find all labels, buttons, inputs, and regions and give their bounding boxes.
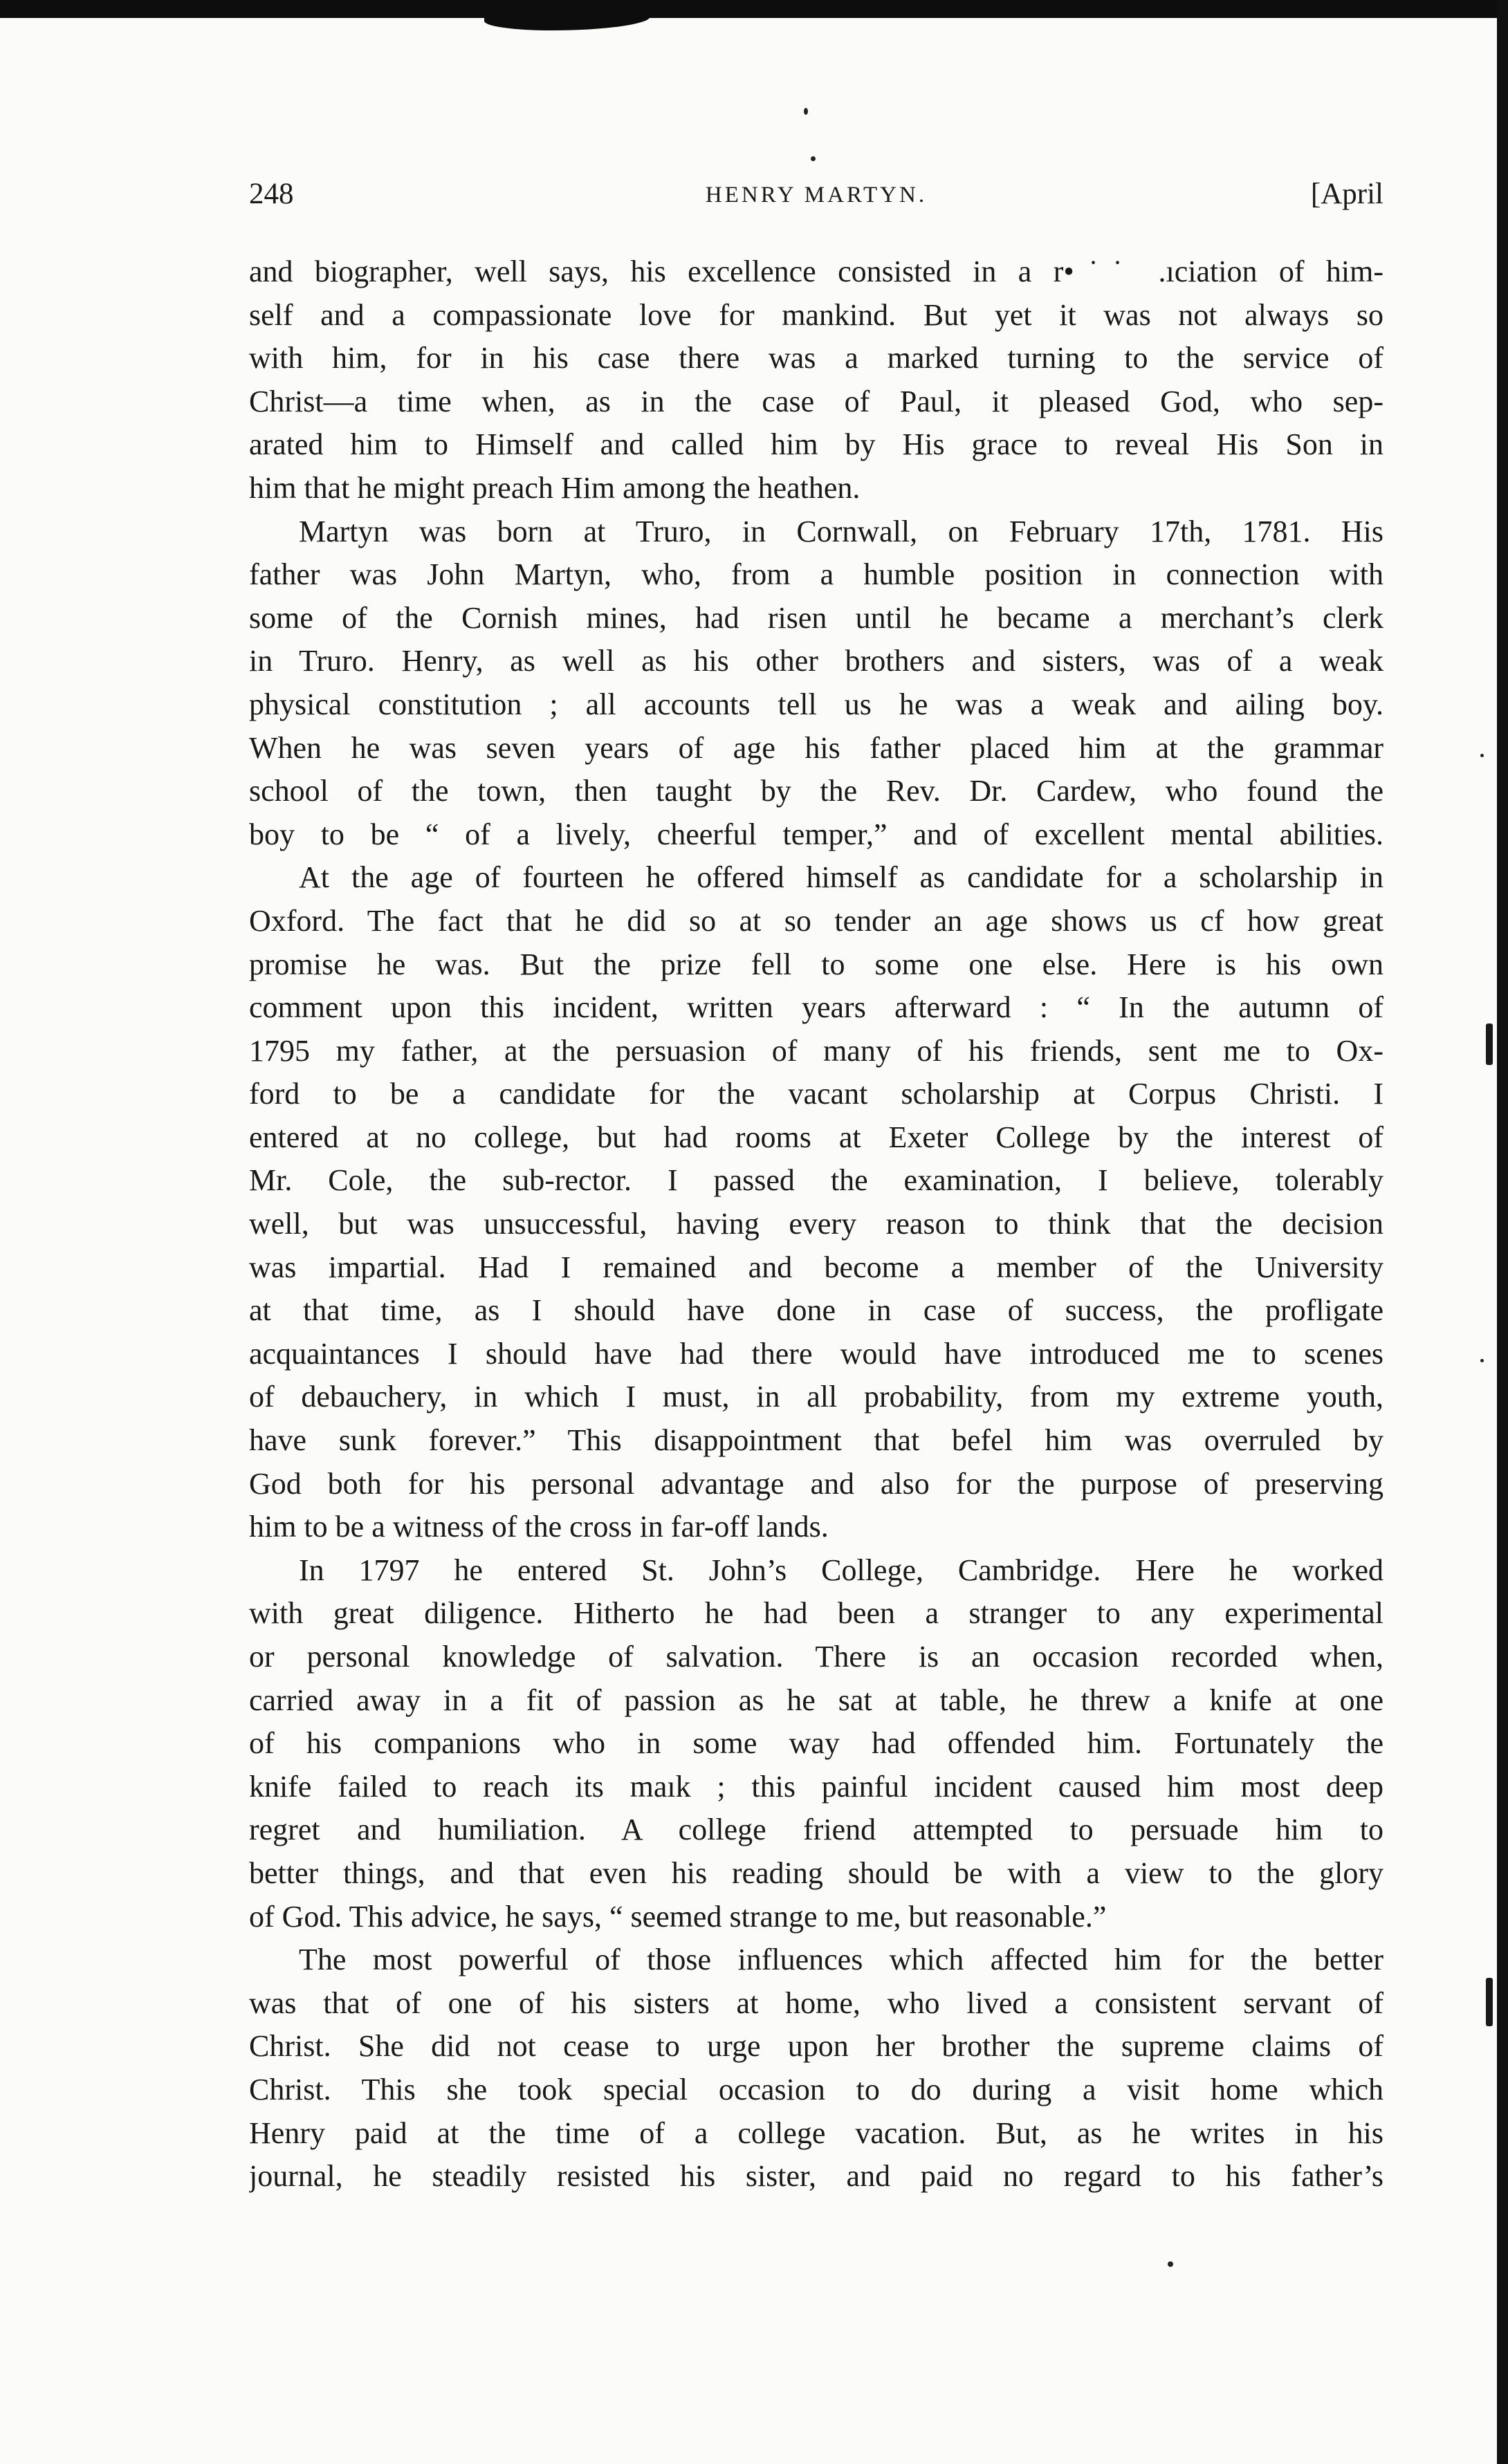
page-number: 248 [249, 178, 294, 210]
text-line: acquaintances I should have had there would have introduced me to scenes [249, 1336, 1383, 1371]
text-line: of God. This advice, he says, “ seemed strange to me, but reasonable.” [249, 1899, 1107, 1934]
text-line: knife failed to reach its maık ; this painful incident caused him most deep [249, 1769, 1383, 1804]
text-line: school of the town, then taught by the Rev. Dr. Cardew, who found the [249, 774, 1383, 808]
text-line: Henry paid at the time of a college vacation. But, as he writes in his [249, 2115, 1383, 2150]
text-line: self and a compassionate love for mankind. But yet it was not always so [249, 297, 1383, 332]
text-line: Christ—a time when, as in the case of Paul, it pleased God, who sep- [249, 384, 1383, 418]
text-line: and biographer, well says, his excellence consisted in a r•˙˙ .ıciation of him- [249, 254, 1383, 288]
text-line: at that time, as I should have done in case of success, the profligate [249, 1293, 1383, 1328]
scan-top-edge [0, 0, 1508, 18]
text-line: God both for his personal advantage and also for the purpose of preserving [249, 1466, 1383, 1501]
text-line: entered at no college, but had rooms at Exeter College by the interest of [249, 1120, 1383, 1154]
margin-mark [1486, 1978, 1493, 2026]
text-line: 1795 my father, at the persuasion of many of his friends, sent me to Ox- [249, 1033, 1383, 1068]
text-line: well, but was unsuccessful, having every reason to think that the decision [249, 1207, 1383, 1241]
text-line: journal, he steadily resisted his sister, and paid no regard to his father’s [249, 2159, 1383, 2194]
text-line: have sunk forever.” This disappointment that befel him was overruled by [249, 1423, 1383, 1458]
text-line: boy to be “ of a lively, cheerful temper,” and of excellent mental abilities. [249, 817, 1383, 851]
text-line: better things, and that even his reading should be with a view to the glory [249, 1855, 1383, 1890]
scan-speck [1480, 1359, 1484, 1362]
text-line: with him, for in his case there was a marked turning to the service of [249, 341, 1383, 376]
text-line: of his companions who in some way had offended him. Fortunately the [249, 1726, 1383, 1761]
text-line: regret and humiliation. A college friend attempted to persuade him to [249, 1813, 1383, 1847]
text-line: father was John Martyn, who, from a humble position in connection with [249, 557, 1383, 592]
running-title: HENRY MARTYN. [705, 183, 928, 207]
scan-speck [804, 108, 808, 115]
text-line: Mr. Cole, the sub-rector. I passed the examination, I believe, tolerably [249, 1163, 1383, 1198]
text-line: of debauchery, in which I must, in all probability, from my extreme youth, [249, 1380, 1383, 1414]
running-head [249, 177, 1383, 219]
text-line: him to be a witness of the cross in far-off lands. [249, 1510, 829, 1544]
text-line: him that he might preach Him among the heathen. [249, 470, 861, 505]
text-line: or personal knowledge of salvation. There is an occasion recorded when, [249, 1640, 1383, 1674]
text-line: carried away in a fit of passion as he sat at table, he threw a knife at one [249, 1683, 1383, 1717]
text-line: At the age of fourteen he offered himself as candidate for a scholarship in [299, 860, 1383, 895]
text-line: When he was seven years of age his father placed him at the grammar [249, 730, 1383, 765]
text-line: in Truro. Henry, as well as his other brothers and sisters, was of a weak [249, 644, 1383, 678]
text-line: In 1797 he entered St. John’s College, Cambridge. Here he worked [299, 1553, 1383, 1587]
text-line: Oxford. The fact that he did so at so tender an age shows us cf how great [249, 903, 1383, 938]
text-line: arated him to Himself and called him by His grace to reveal His Son in [249, 427, 1383, 462]
text-line: Christ. This she took special occasion to do during a visit home which [249, 2072, 1383, 2106]
scan-speck [1480, 754, 1484, 757]
text-line: Martyn was born at Truro, in Cornwall, on February 17th, 1781. His [299, 514, 1383, 548]
text-line: was impartial. Had I remained and become a member of the University [249, 1250, 1383, 1284]
scan-speck [1168, 2261, 1173, 2267]
text-line: ford to be a candidate for the vacant scholarship at Corpus Christi. I [249, 1077, 1383, 1111]
body-text [249, 250, 1383, 2198]
text-line: comment upon this incident, written years afterward : “ In the autumn of [249, 990, 1383, 1025]
scan-right-edge [1497, 0, 1508, 2464]
scan-speck [811, 156, 816, 161]
text-line: with great diligence. Hitherto he had been a stranger to any experimental [249, 1596, 1383, 1631]
text-line: was that of one of his sisters at home, who lived a consistent servant of [249, 1985, 1383, 2020]
margin-mark [1486, 1023, 1493, 1065]
text-line: The most powerful of those influences which affected him for the better [299, 1943, 1383, 1977]
text-line: some of the Cornish mines, had risen until he became a merchant’s clerk [249, 600, 1383, 635]
text-line: Christ. She did not cease to urge upon her brother the supreme claims of [249, 2029, 1383, 2064]
scan-page-curl [484, 7, 650, 30]
text-line: promise he was. But the prize fell to some one else. Here is his own [249, 947, 1383, 981]
section-date: [April [1310, 178, 1383, 210]
text-line: physical constitution ; all accounts tell us he was a weak and ailing boy. [249, 687, 1383, 721]
